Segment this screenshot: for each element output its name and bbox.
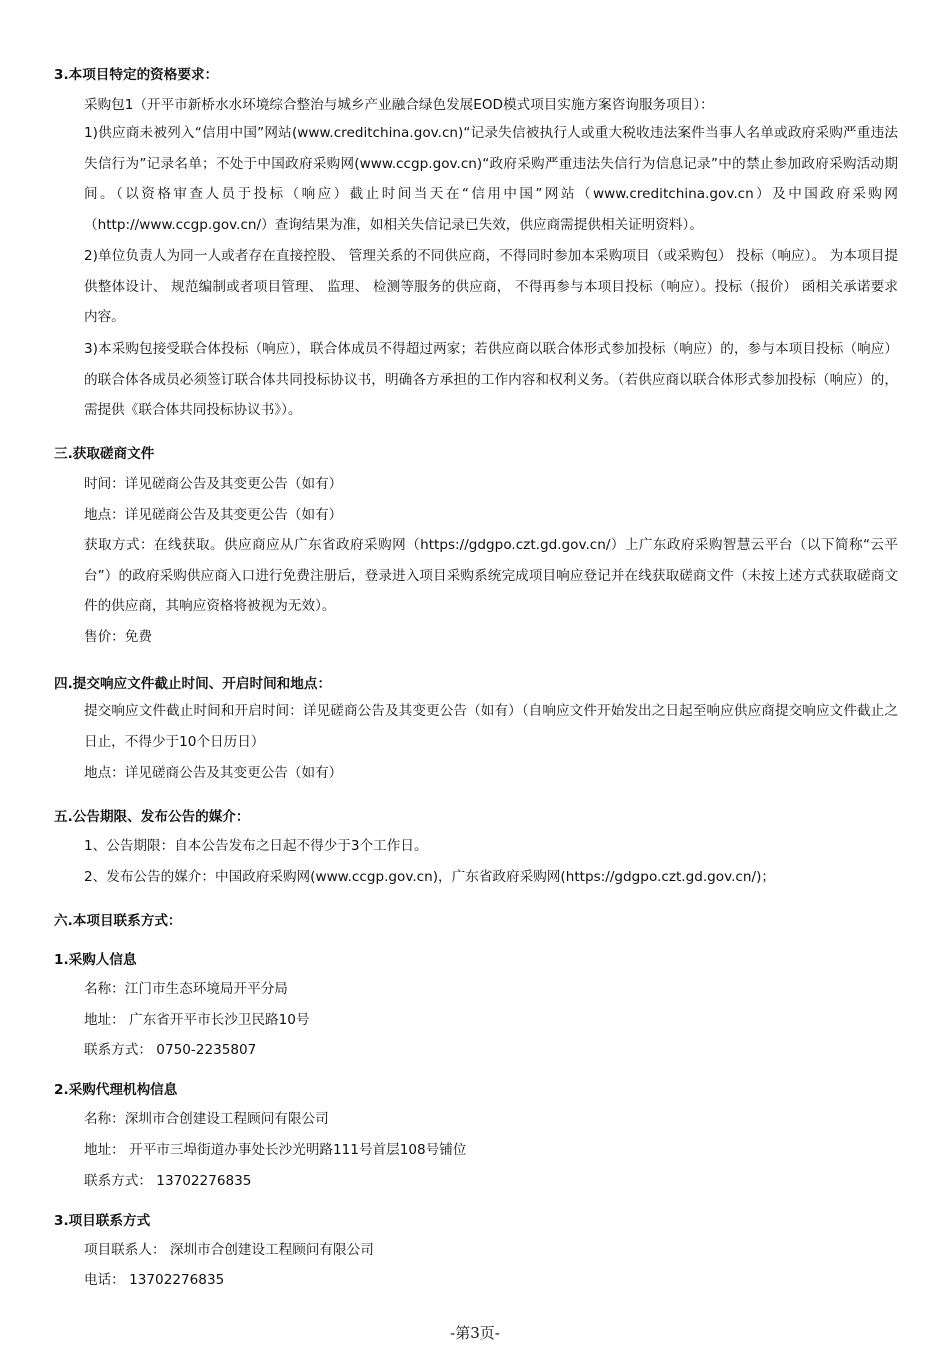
submit-place: 地点：详见磋商公告及其变更公告（如有） (84, 765, 343, 781)
agency-name: 名称：深圳市合创建设工程顾问有限公司 (84, 1111, 329, 1127)
requirement-1 (54, 118, 898, 240)
agency-address: 地址： 开平市三埠街道办事处长沙光明路111号首层108号铺位 (84, 1142, 467, 1158)
notice-heading: 五.公告期限、发布公告的媒介： (54, 809, 250, 825)
requirement-3 (54, 334, 898, 426)
agency-heading: 2.采购代理机构信息 (54, 1082, 178, 1098)
requirement-1-text: 1)供应商未被列入“信用中国”网站(www.creditchina.gov.cn)“记录失信被执行人或重大税收违法案件当事人名单或政府采购严重违法失信行为”记录名单；不处于中国政府采购网(www.ccgp.gov.cn)“政府采购严重违法失信行为信息记录”中的禁止参加政府采购活动期间。（以资格审查人员于投标（响应）截止时间当天在“信用中国”网站（www.creditchina.gov.cn）及中国政府采购网（http://www.ccgp.gov.cn/）查询结果为准，如相关失信记录已失效，供应商需提供相关证明资料）。 (84, 125, 898, 233)
package1-title: 采购包1（开平市新桥水水环境综合整治与城乡产业融合绿色发展EOD模式项目实施方案咨询服务项目）： (84, 97, 714, 113)
project-contact-heading: 3.项目联系方式 (54, 1213, 151, 1229)
project-contact-phone: 电话： 13702276835 (84, 1272, 225, 1288)
section3-heading: 3.本项目特定的资格要求： (54, 67, 219, 83)
submit-deadline (54, 696, 898, 757)
project-contact-person: 项目联系人： 深圳市合创建设工程顾问有限公司 (84, 1242, 374, 1258)
purchaser-address: 地址： 广东省开平市长沙卫民路10号 (84, 1012, 310, 1028)
requirement-2 (54, 241, 898, 333)
requirement-3-text: 3)本采购包接受联合体投标（响应），联合体成员不得超过两家；若供应商以联合体形式参加投标（响应）的，参与本项目投标（响应）的联合体各成员必须签订联合体共同投标协议书，明确各方承担的工作内容和权利义务。（若供应商以联合体形式参加投标（响应）的，需提供《联合体共同投标协议书》）。 (84, 341, 898, 419)
obtain-method (54, 530, 898, 622)
page-number: -第3页- (450, 1324, 500, 1342)
obtain-time: 时间：详见磋商公告及其变更公告（如有） (84, 476, 343, 492)
obtain-method-text: 获取方式：在线获取。供应商应从广东省政府采购网（https://gdgpo.czt.gd.gov.cn/）上广东政府采购智慧云平台（以下简称“云平台”）的政府采购供应商入口进行免费注册后，登录进入项目采购系统完成项目响应登记并在线获取磋商文件（未按上述方式获取磋商文件的供应商，其响应资格将被视为无效）。 (84, 537, 898, 615)
notice-media: 2、发布公告的媒介：中国政府采购网(www.ccgp.gov.cn)，广东省政府采购网(https://gdgpo.czt.gd.gov.cn/)； (84, 869, 776, 885)
contact-heading: 六.本项目联系方式： (54, 913, 182, 929)
purchaser-phone: 联系方式： 0750-2235807 (84, 1042, 257, 1058)
purchaser-name: 名称：江门市生态环境局开平分局 (84, 981, 288, 997)
purchaser-heading: 1.采购人信息 (54, 952, 137, 968)
agency-phone: 联系方式： 13702276835 (84, 1173, 252, 1189)
submit-deadline-text: 提交响应文件截止时间和开启时间：详见磋商公告及其变更公告（如有）（自响应文件开始发出之日起至响应供应商提交响应文件截止之日止，不得少于10个日历日） (84, 703, 898, 750)
obtain-heading: 三.获取磋商文件 (54, 446, 155, 462)
requirement-2-text: 2)单位负责人为同一人或者存在直接控股、 管理关系的不同供应商，不得同时参加本采购项目（或采购包） 投标（响应）。 为本项目提供整体设计、 规范编制或者项目管理、 监理、 检测等服务的供应商， 不得再参与本项目投标（响应）。投标（报价） 函相关承诺要求内容。 (84, 248, 898, 326)
obtain-place: 地点：详见磋商公告及其变更公告（如有） (84, 507, 343, 523)
submit-heading: 四.提交响应文件截止时间、开启时间和地点： (54, 676, 332, 692)
obtain-price: 售价：免费 (84, 629, 152, 645)
notice-period: 1、公告期限：自本公告发布之日起不得少于3个工作日。 (84, 838, 428, 854)
